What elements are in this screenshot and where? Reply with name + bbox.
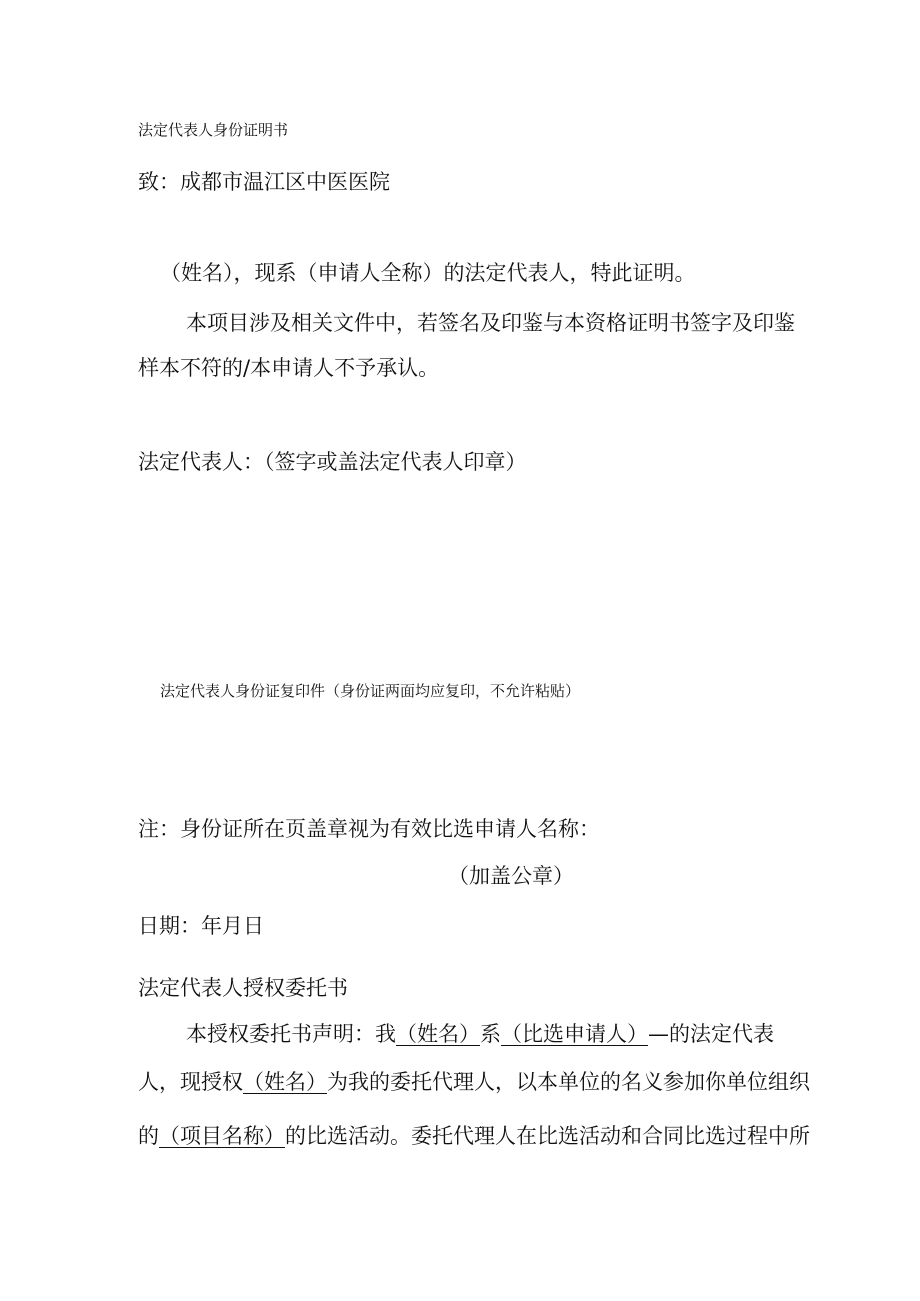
name-placeholder: （姓名） [396, 1022, 480, 1046]
auth-text: 人，现授权 [138, 1070, 243, 1094]
auth-text: 本授权委托书声明：我 [186, 1022, 396, 1046]
certificate-heading: 法定代表人身份证明书 [138, 121, 289, 139]
auth-text: 系 [480, 1022, 501, 1046]
id-copy-instruction: 法定代表人身份证复印件（身份证两面均应复印，不允许粘贴） [160, 682, 581, 700]
authorization-heading: 法定代表人授权委托书 [138, 976, 348, 1000]
statement-paragraph: （姓名），现系（申请人全称）的法定代表人，特此证明。 [160, 261, 696, 285]
auth-text: —的法定代表 [648, 1022, 774, 1046]
disclaimer-line-2: 样本不符的/本申请人不予承认。 [138, 356, 440, 380]
recipient-line: 致：成都市温江区中医医院 [138, 170, 390, 194]
official-seal-line: （加盖公章） [448, 864, 574, 888]
project-name-placeholder: （项目名称） [159, 1124, 285, 1148]
disclaimer-line-1: 本项目涉及相关文件中，若签名及印鉴与本资格证明书签字及印鉴 [186, 311, 795, 335]
auth-text: 的比选活动。委托代理人在比选活动和合同比选过程中所 [285, 1124, 810, 1148]
applicant-placeholder: （比选申请人） [501, 1022, 648, 1046]
date-line: 日期：年月日 [138, 914, 264, 938]
note-line: 注：身份证所在页盖章视为有效比选申请人名称： [138, 817, 600, 841]
auth-text: 为我的委托代理人，以本单位的名义参加你单位组织 [327, 1070, 810, 1094]
authorization-line-3 [138, 1122, 810, 1150]
agent-name-placeholder: （姓名） [243, 1070, 327, 1094]
legal-rep-signature-line: 法定代表人：（签字或盖法定代表人印章） [138, 450, 527, 474]
authorization-line-1 [186, 1020, 774, 1048]
auth-text: 的 [138, 1124, 159, 1148]
authorization-line-2 [138, 1068, 810, 1096]
